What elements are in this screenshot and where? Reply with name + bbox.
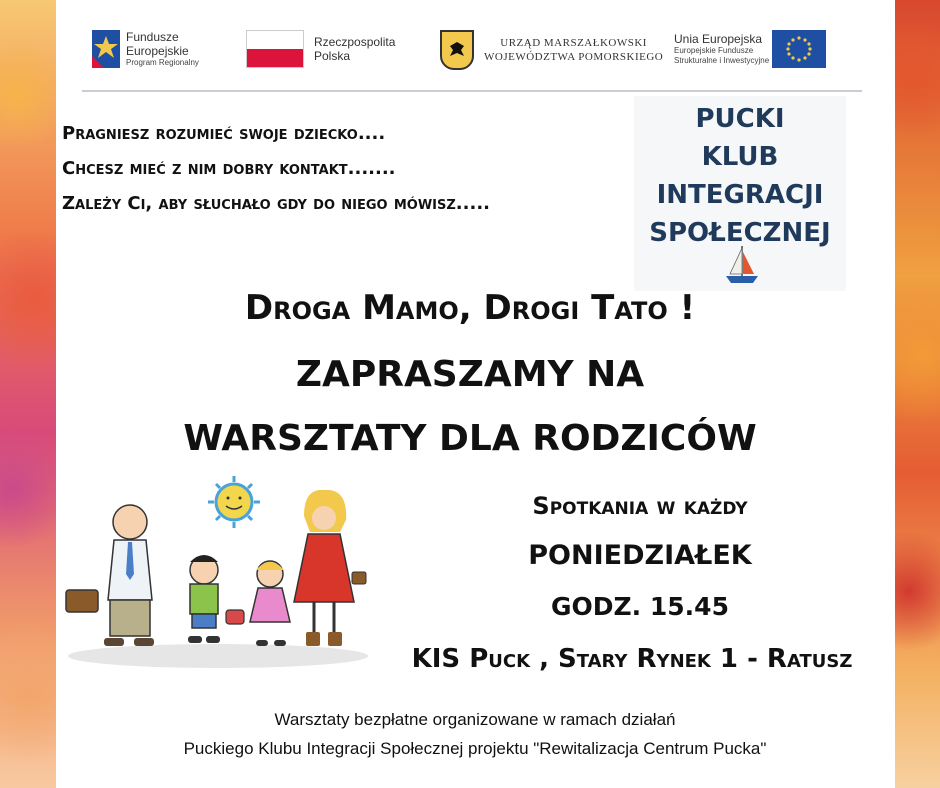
meeting-place: KIS Puck , Stary Rynek 1 - Ratusz: [411, 644, 853, 674]
invite-heading: ZAPRASZAMY NA: [295, 354, 645, 395]
funding-logos-bar: [82, 24, 862, 92]
sun-icon: [208, 476, 260, 528]
polish-flag-icon: [246, 30, 304, 68]
meeting-time: GODZ. 15.45: [551, 592, 729, 621]
right-decorative-border: [895, 0, 940, 788]
father-figure: [66, 505, 154, 646]
left-decorative-border: [0, 0, 56, 788]
event-heading: WARSZTATY DLA RODZICÓW: [183, 418, 757, 459]
girl-figure: [226, 561, 290, 646]
question-line: Chcesz mieć z nim dobry kontakt.......: [62, 158, 396, 179]
meeting-day: PONIEDZIAŁEK: [528, 540, 752, 571]
rzeczpospolita-polska-logo: Rzeczpospolita Polska: [246, 30, 395, 68]
fundusze-europejskie-logo: Fundusze Europejskie Program Regionalny: [92, 30, 199, 68]
footer-line-1: Warsztaty bezpłatne organizowane w ramach działań: [274, 710, 676, 729]
greeting-heading: Droga Mamo, Drogi Tato !: [244, 288, 696, 328]
family-illustration: [58, 470, 378, 670]
question-line: Pragniesz rozumieć swoje dziecko....: [62, 123, 386, 144]
meetings-label: Spotkania w każdy: [532, 492, 748, 520]
question-line: Zależy Ci, aby słuchało gdy do niego mówisz.....: [62, 193, 490, 214]
eu-flag-icon: [772, 30, 826, 68]
fundusze-europejskie-icon: [92, 30, 120, 68]
unia-europejska-logo: Unia Europejska Europejskie Fundusze Strukturalne i Inwestycyjne: [674, 30, 826, 68]
sailboat-icon: [722, 244, 762, 286]
mother-figure: [294, 490, 366, 646]
urzad-marszalkowski-logo: URZĄD MARSZAŁKOWSKI WOJEWÓDZTWA POMORSKIEGO: [440, 30, 663, 70]
footer-line-2: Puckiego Klubu Integracji Społecznej projektu "Rewitalizacja Centrum Pucka": [183, 739, 767, 758]
parent-questions: [62, 116, 642, 221]
boy-figure: [188, 555, 220, 643]
pomorskie-crest-icon: [440, 30, 474, 70]
pucki-klub-logo: PUCKI KLUB INTEGRACJI SPOŁECZNEJ: [634, 96, 846, 291]
